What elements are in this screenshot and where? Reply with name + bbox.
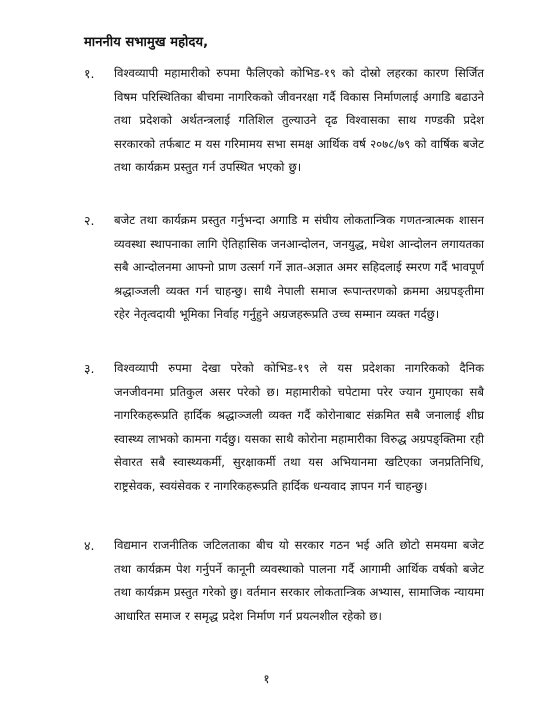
salutation: माननीय सभामुख महोदय, bbox=[84, 35, 209, 50]
paragraph-text: विश्वव्यापी महामारीको रुपमा फैलिएको कोभिड-१९ को दोस्रो लहरका कारण सिर्जित विषम परिस्थितिका बीचमा नागरिकको जीवनरक्षा गर्दै विकास निर्माणलाई अगाडि बढाउने तथा प्रदेशको अर्थतन्त्रलाई गतिशिल तुल्याउने दृढ विश्वासका साथ गण्डकी प्रदेश सरकारको तर्फबाट म यस गरिमामय सभा समक्ष आर्थिक वर्ष २०७८/७९ को वार्षिक बजेट तथा कार्यक्रम प्रस्तुत गर्न उपस्थित भएको छु। bbox=[114, 66, 484, 175]
page-number: १ bbox=[263, 672, 270, 686]
paragraph-number: ४. bbox=[84, 538, 95, 553]
paragraph-text: विश्वव्यापी रुपमा देखा परेको कोभिड-१९ ले यस प्रदेशका नागरिकको दैनिक जनजीवनमा प्रतिकुल असर परेको छ। महामारीको चपेटामा परेर ज्यान गुमाएका सबै नागरिकहरूप्रति हार्दिक श्रद्धाञ्जली व्यक्त गर्दै कोरोनाबाट संक्रमित सबै जनालाई शीघ्र स्वास्थ्य लाभको कामना गर्दछु। यसका साथै कोरोना महामारीका विरुद्ध अग्रपङ्क्तिमा रही सेवारत सबै स्वास्थ्यकर्मी, सुरक्षाकर्मी तथा यस अभियानमा खटिएका जनप्रतिनिधि, राष्ट्रसेवक, स्वयंसेवक र नागरिकहरूप्रति हार्दिक धन्यवाद ज्ञापन गर्न चाहन्छु। bbox=[114, 361, 484, 493]
paragraph-number: २. bbox=[84, 213, 95, 228]
paragraph-text: बजेट तथा कार्यक्रम प्रस्तुत गर्नुभन्दा अगाडि म संघीय लोकतान्त्रिक गणतन्त्रात्मक शासन व्यवस्था स्थापनाका लागि ऐतिहासिक जनआन्दोलन, जनयुद्ध, मधेश आन्दोलन लगायतका सबै आन्दोलनमा आफ्नो प्राण उत्सर्ग गर्ने ज्ञात-अज्ञात अमर सहिदलाई स्मरण गर्दै भावपूर्ण श्रद्धाञ्जली व्यक्त गर्न चाहन्छु। साथै नेपाली समाज रूपान्तरणको क्रममा अग्रपङ्तीमा रहेर नेतृत्वदायी भूमिका निर्वाह गर्नुहुने अग्रजहरूप्रति उच्च सम्मान व्यक्त गर्दछु। bbox=[114, 213, 484, 322]
paragraph-number: ३. bbox=[84, 361, 95, 376]
paragraph-number: १. bbox=[84, 66, 95, 81]
paragraph-text: विद्यमान राजनीतिक जटिलताका बीच यो सरकार गठन भई अति छोटो समयमा बजेट तथा कार्यक्रम पेश गर्नुपर्ने कानूनी व्यवस्थाको पालना गर्दै आगामी आर्थिक वर्षको बजेट तथा कार्यक्रम प्रस्तुत गरेको छु। वर्तमान सरकार लोकतान्त्रिक अभ्यास, सामाजिक न्यायमा आधारित समाज र समृद्ध प्रदेश निर्माण गर्न प्रयत्नशील रहेको छ। bbox=[114, 538, 484, 623]
